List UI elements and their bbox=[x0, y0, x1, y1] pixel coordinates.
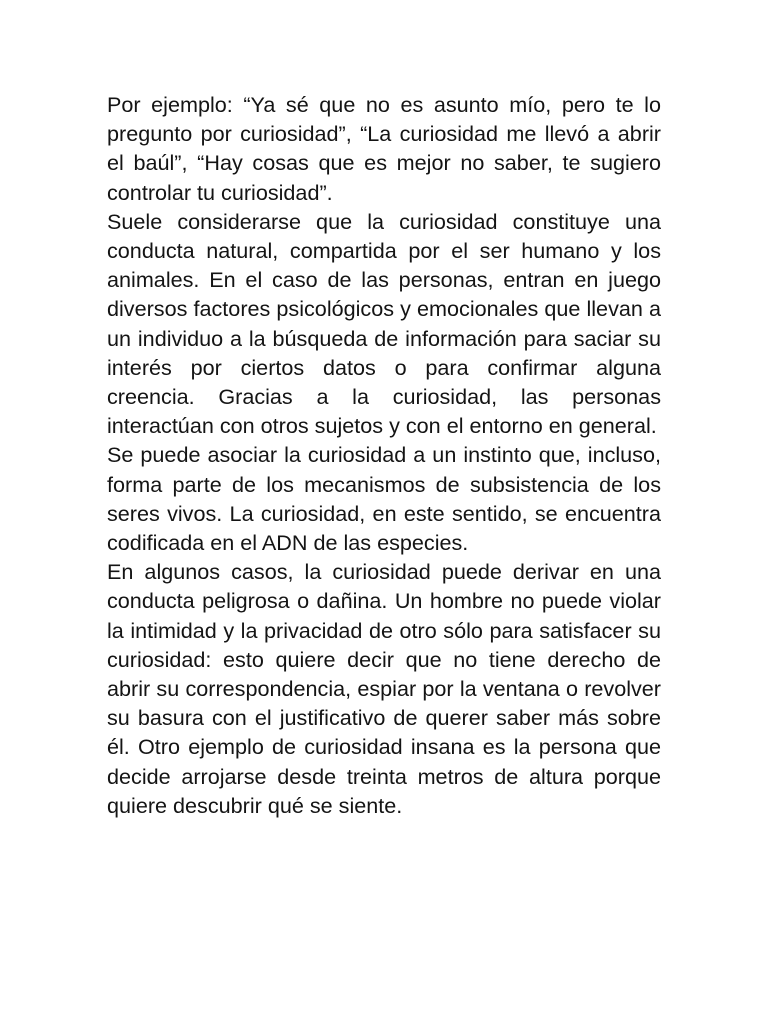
paragraph-instinct: Se puede asociar la curiosidad a un instinto que, incluso, forma parte de los mecanismos de subsistencia de los seres vivos. La curiosidad, en este sentido, se encuentra codificada en el ADN de las especies. bbox=[107, 442, 661, 556]
paragraph-dangerous-curiosity: En algunos casos, la curiosidad puede derivar en una conducta peligrosa o dañina. Un hombre no puede violar la intimidad y la privacidad de otro sólo para satisfacer su curiosidad: esto quiere decir que no tiene derecho de abrir su correspondencia, espiar por la ventana o revolver su basura con el justificativo de querer saber más sobre él. Otro ejemplo de curiosidad insana es la persona que decide arrojarse desde treinta metros de altura porque quiere descubrir qué se siente. bbox=[107, 559, 661, 818]
paragraph-example-quotes: Por ejemplo: “Ya sé que no es asunto mío, pero te lo pregunto por curiosidad”, “La curiosidad me llevó a abrir el baúl”, “Hay cosas que es mejor no saber, te sugiero controlar tu curiosidad”. bbox=[107, 92, 661, 205]
paragraph-natural-behavior: Suele considerarse que la curiosidad constituye una conducta natural, compartida por el ser humano y los animales. En el caso de las personas, entran en juego diversos factores psicológicos y emocionales que llevan a un individuo a la búsqueda de información para saciar su interés por ciertos datos o para confirmar alguna creencia. Gracias a la curiosidad, las personas interactúan con otros sujetos y con el entorno en general. bbox=[107, 208, 661, 439]
body-text bbox=[107, 90, 661, 820]
